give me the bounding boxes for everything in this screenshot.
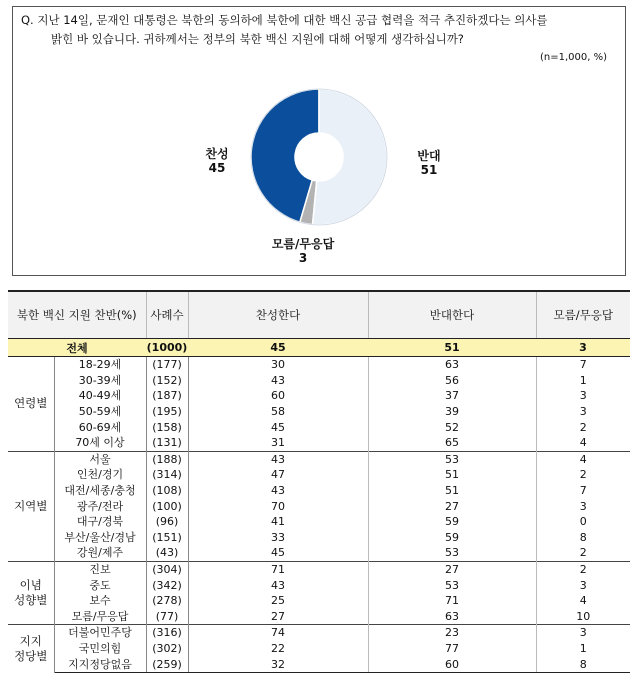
row-agree: 32 [188,656,368,672]
row-agree: 22 [188,641,368,657]
row-disagree: 23 [368,625,536,641]
row-unsure: 7 [536,357,630,373]
row-agree: 43 [188,451,368,467]
total-count: (1000) [146,339,188,357]
row-unsure: 2 [579,420,587,434]
row-unsure: 4 [579,436,587,450]
row-unsure: 3 [579,389,587,403]
row-disagree: 51 [368,467,536,483]
row-label: 진보 [54,561,146,577]
table-row [8,656,630,672]
row-label: 더불어민주당 [54,625,146,641]
row-label: 대전/세종/충청 [54,483,146,499]
row-count: (43) [146,545,188,561]
pie-label-agree-name: 찬성 [205,147,229,161]
row-count: (188) [146,451,188,467]
sample-size-note: (n=1,000, %) [539,52,607,63]
row-unsure: 3 [579,499,587,513]
total-label: 전체 [8,339,146,357]
pie-label-unsure-value: 3 [298,251,308,265]
row-label: 모름/무응답 [54,609,146,625]
pie-label-disagree [411,149,447,177]
row-disagree: 60 [368,656,536,672]
row-unsure: 0 [579,515,587,529]
row-agree: 60 [188,388,368,404]
row-count: (96) [146,514,188,530]
row-disagree: 37 [368,388,536,404]
header-unsure: 모름/무응답 [536,291,630,339]
row-count: (259) [146,656,188,672]
row-label: 지지정당없음 [54,656,146,672]
row-disagree: 63 [368,609,536,625]
row-agree: 45 [188,419,368,435]
row-agree: 27 [188,609,368,625]
total-row [8,339,630,357]
table-row [8,404,630,420]
table-header-row [8,291,630,339]
row-agree: 70 [188,498,368,514]
row-agree: 43 [188,483,368,499]
row-count: (177) [146,357,188,373]
crosstab-table [8,290,630,673]
row-unsure: 2 [579,468,587,482]
pie-label-agree-value: 45 [208,161,226,175]
row-agree: 58 [188,404,368,420]
table-row [8,577,630,593]
header-category: 북한 백신 지원 찬반(%) [8,291,146,339]
row-unsure: 8 [579,530,587,544]
row-label: 대구/경북 [54,514,146,530]
group-label-text: 연령별 [14,396,48,411]
table-row [8,451,630,467]
row-unsure: 4 [579,594,587,608]
row-agree: 30 [188,357,368,373]
row-label: 18-29세 [54,357,146,373]
row-disagree: 39 [368,404,536,420]
table-row [8,625,630,641]
table-row [8,483,630,499]
row-unsure: 2 [536,561,630,577]
row-count: (158) [146,419,188,435]
row-count: (304) [146,561,188,577]
row-count: (100) [146,498,188,514]
row-agree: 74 [188,625,368,641]
table-row [8,514,630,530]
row-label: 30-39세 [54,373,146,389]
row-label: 60-69세 [54,419,146,435]
row-agree: 43 [188,373,368,389]
row-disagree: 56 [368,373,536,389]
table-row [8,357,630,373]
pie-label-unsure [263,237,343,265]
row-label: 보수 [54,593,146,609]
question-line-1: Q. 지난 14일, 문재인 대통령은 북한의 동의하에 북한에 대한 백신 공급 협력을 적극 추진하겠다는 의사를 [21,13,548,27]
question-box [12,6,626,276]
row-unsure: 3 [536,625,630,641]
pie-label-unsure-name: 모름/무응답 [271,237,335,251]
row-unsure: 8 [536,656,630,672]
row-unsure: 3 [579,578,587,592]
row-count: (342) [146,577,188,593]
group-label [8,357,54,452]
row-disagree: 59 [368,530,536,546]
row-count: (314) [146,467,188,483]
row-unsure: 2 [579,546,587,560]
row-disagree: 51 [368,483,536,499]
row-label: 광주/전라 [54,498,146,514]
row-unsure: 4 [536,451,630,467]
header-sample-count: 사례수 [146,291,188,339]
group-label [8,561,54,624]
table-row [8,545,630,561]
table-row [8,609,630,625]
row-unsure: 10 [576,609,591,623]
table-row [8,641,630,657]
row-agree: 45 [188,545,368,561]
row-disagree: 71 [368,593,536,609]
row-unsure: 7 [579,484,587,498]
row-agree: 25 [188,593,368,609]
total-unsure: 3 [536,339,630,357]
table-row [8,593,630,609]
table-row [8,373,630,389]
table-row [8,498,630,514]
row-count: (195) [146,404,188,420]
row-label: 50-59세 [54,404,146,420]
row-count: (131) [146,435,188,451]
donut-chart [13,7,625,275]
header-agree: 찬성한다 [188,291,368,339]
row-label: 강원/제주 [54,545,146,561]
row-count: (77) [146,609,188,625]
pie-label-disagree-value: 51 [420,163,438,177]
row-count: (302) [146,641,188,657]
row-disagree: 27 [368,561,536,577]
pie-label-disagree-name: 반대 [417,149,441,163]
table-row [8,388,630,404]
row-disagree: 77 [368,641,536,657]
row-count: (108) [146,483,188,499]
row-count: (151) [146,530,188,546]
row-agree: 47 [188,467,368,483]
row-count: (187) [146,388,188,404]
pie-slice-disagree [313,89,387,225]
row-label: 국민의힘 [54,641,146,657]
row-unsure: 1 [579,641,587,655]
row-disagree: 65 [368,435,536,451]
row-count: (278) [146,593,188,609]
row-unsure: 3 [579,405,587,419]
table-row [8,530,630,546]
row-disagree: 27 [368,498,536,514]
row-disagree: 53 [368,545,536,561]
row-label: 서울 [54,451,146,467]
pie-label-agree [199,147,235,175]
row-unsure: 1 [579,373,587,387]
row-count: (152) [146,373,188,389]
row-label: 40-49세 [54,388,146,404]
row-label: 부산/울산/경남 [54,530,146,546]
group-label-text: 지지 정당별 [14,633,48,663]
group-label [8,625,54,673]
group-label-text: 이념 성향별 [14,577,48,607]
row-label: 중도 [54,577,146,593]
row-agree: 71 [188,561,368,577]
group-label [8,451,54,561]
row-agree: 31 [188,435,368,451]
row-count: (316) [146,625,188,641]
row-label: 70세 이상 [54,435,146,451]
row-disagree: 59 [368,514,536,530]
row-agree: 43 [188,577,368,593]
group-label-text: 지역별 [14,498,48,513]
row-disagree: 53 [368,577,536,593]
row-disagree: 52 [368,419,536,435]
row-label: 인천/경기 [54,467,146,483]
row-disagree: 63 [368,357,536,373]
total-agree: 45 [188,339,368,357]
row-disagree: 53 [368,451,536,467]
table-row [8,561,630,577]
table-row [8,467,630,483]
question-line-2: 밝힌 바 있습니다. 귀하께서는 정부의 북한 백신 지원에 대해 어떻게 생각하십니까? [51,32,464,46]
table-row [8,419,630,435]
table-row [8,435,630,451]
row-agree: 33 [188,530,368,546]
row-agree: 41 [188,514,368,530]
header-disagree: 반대한다 [368,291,536,339]
total-disagree: 51 [368,339,536,357]
